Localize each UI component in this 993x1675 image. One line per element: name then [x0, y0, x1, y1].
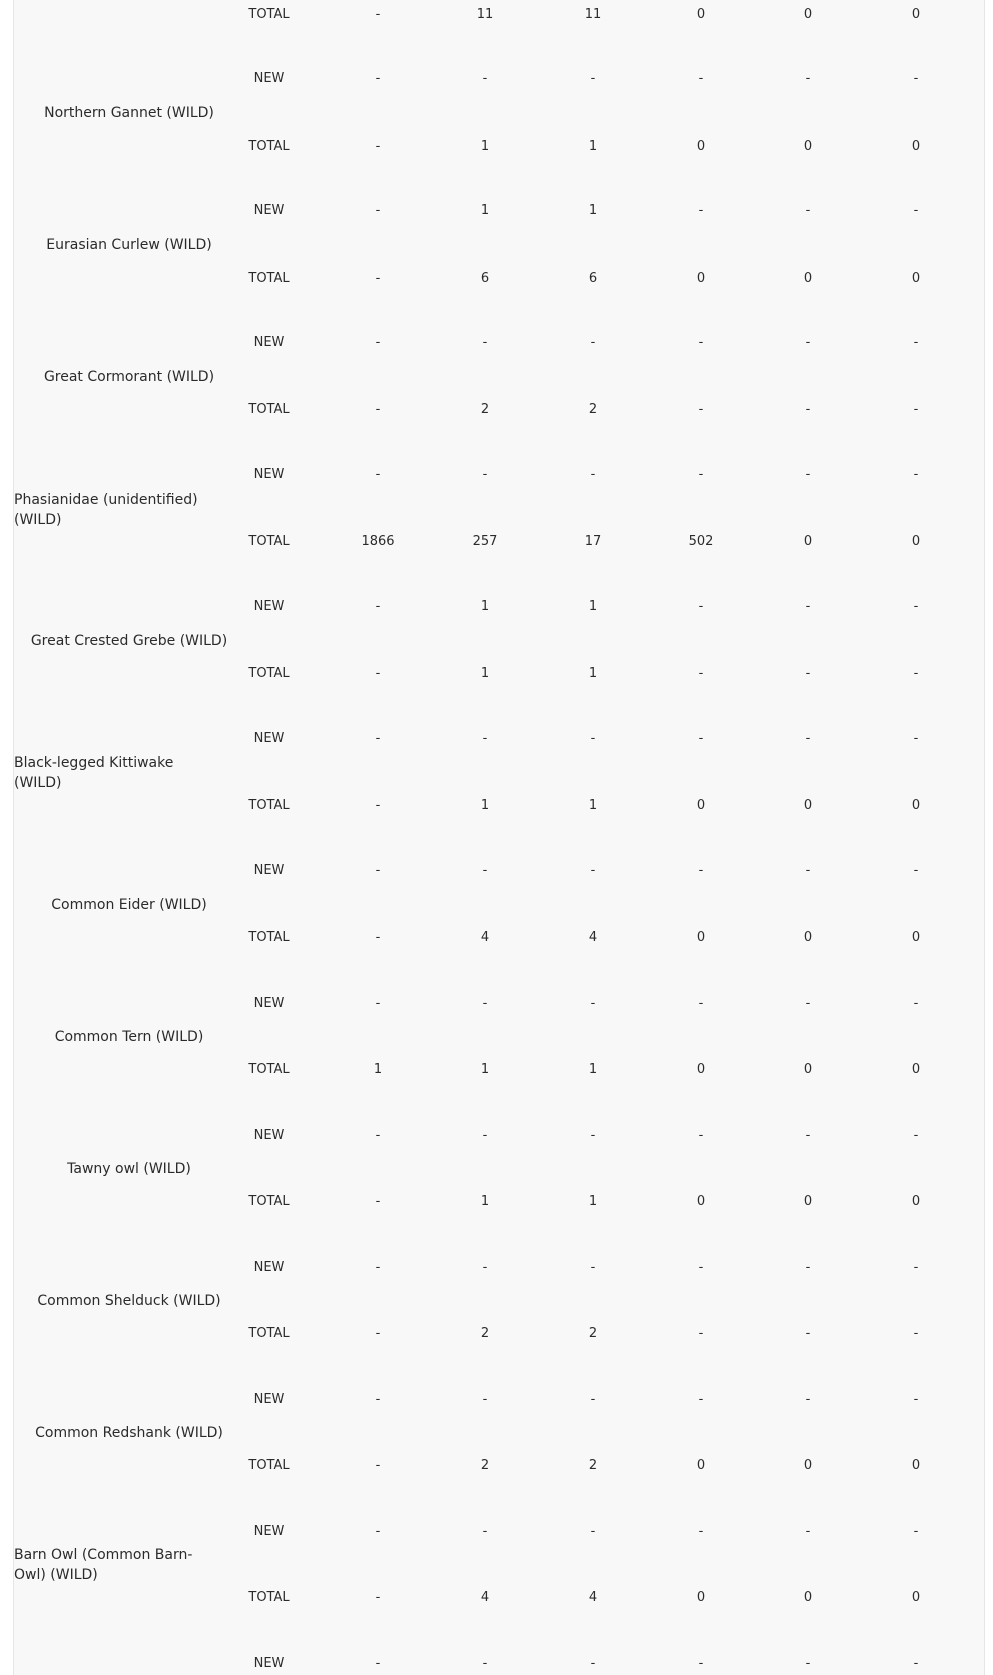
species-name: Common Eider (WILD): [51, 897, 207, 913]
total-row-value-3: 1: [588, 798, 598, 813]
new-row-value-6: -: [913, 467, 919, 482]
total-row-label: TOTAL: [248, 7, 290, 22]
total-row-value-2: 1: [480, 798, 490, 813]
new-row-value-6: -: [913, 71, 919, 86]
new-row-value-2: -: [482, 335, 488, 350]
total-row-value-3: 1: [588, 666, 598, 681]
total-row: [14, 137, 984, 157]
total-row-value-4: 0: [696, 139, 706, 154]
total-row-value-2: 2: [480, 1458, 490, 1473]
total-row-value-2: 257: [472, 534, 498, 549]
total-row-value-5: -: [805, 402, 811, 417]
total-row-value-6: 0: [911, 1458, 921, 1473]
new-row-value-6: -: [913, 731, 919, 746]
total-row-value-3: 2: [588, 402, 598, 417]
new-row-label: NEW: [253, 1260, 285, 1275]
new-row-value-1: -: [375, 1392, 381, 1407]
new-row: [14, 1522, 984, 1542]
new-row-value-1: -: [375, 863, 381, 878]
total-row-value-1: -: [375, 930, 381, 945]
total-row-value-4: 502: [688, 534, 714, 549]
total-row-value-6: 0: [911, 1062, 921, 1077]
new-row-value-6: -: [913, 1260, 919, 1275]
total-row-value-1: -: [375, 666, 381, 681]
total-row-value-3: 2: [588, 1458, 598, 1473]
total-row-value-1: -: [375, 7, 381, 22]
total-row-value-4: 0: [696, 1458, 706, 1473]
new-row-value-2: -: [482, 1128, 488, 1143]
total-row: [14, 1060, 984, 1080]
total-row-value-2: 1: [480, 666, 490, 681]
total-row-value-4: 0: [696, 7, 706, 22]
total-row-value-5: 0: [803, 1062, 813, 1077]
new-row-label: NEW: [253, 203, 285, 218]
total-row-value-4: 0: [696, 1590, 706, 1605]
new-row-value-2: 1: [480, 599, 490, 614]
total-row-value-5: -: [805, 666, 811, 681]
total-row-label: TOTAL: [248, 1062, 290, 1077]
new-row-value-4: -: [698, 599, 704, 614]
new-row: [14, 729, 984, 749]
total-row-value-6: 0: [911, 798, 921, 813]
total-row: [14, 532, 984, 552]
total-row-value-6: 0: [911, 930, 921, 945]
species-name: Common Shelduck (WILD): [37, 1293, 221, 1309]
total-row-value-2: 4: [480, 930, 490, 945]
total-row-label: TOTAL: [248, 271, 290, 286]
total-row-value-6: 0: [911, 7, 921, 22]
new-row-value-6: -: [913, 203, 919, 218]
total-row-value-1: -: [375, 1458, 381, 1473]
new-row-label: NEW: [253, 71, 285, 86]
species-name: Great Crested Grebe (WILD): [30, 633, 228, 649]
new-row-value-4: -: [698, 731, 704, 746]
total-row: [14, 928, 984, 948]
total-row-value-3: 11: [584, 7, 602, 22]
new-row-label: NEW: [253, 1524, 285, 1539]
new-row-value-5: -: [805, 203, 811, 218]
new-row: [14, 861, 984, 881]
total-row-value-2: 2: [480, 1326, 490, 1341]
new-row: [14, 1258, 984, 1278]
new-row-label: NEW: [253, 467, 285, 482]
new-row-value-2: -: [482, 863, 488, 878]
new-row-value-5: -: [805, 863, 811, 878]
new-row-value-1: -: [375, 203, 381, 218]
new-row-value-3: -: [590, 1392, 596, 1407]
total-row-value-5: 0: [803, 271, 813, 286]
species-report-panel: [13, 0, 985, 1675]
total-row-value-1: -: [375, 1194, 381, 1209]
total-row-value-6: 0: [911, 534, 921, 549]
total-row-value-1: 1: [373, 1062, 383, 1077]
total-row-label: TOTAL: [248, 1590, 290, 1605]
new-row-value-6: -: [913, 863, 919, 878]
total-row-value-3: 1: [588, 139, 598, 154]
new-row-value-4: -: [698, 335, 704, 350]
new-row-value-2: -: [482, 996, 488, 1011]
total-row-value-4: 0: [696, 1194, 706, 1209]
total-row-label: TOTAL: [248, 139, 290, 154]
new-row-value-3: 1: [588, 599, 598, 614]
total-row-value-5: 0: [803, 139, 813, 154]
total-row: [14, 796, 984, 816]
new-row-value-3: -: [590, 731, 596, 746]
total-row-value-6: 0: [911, 1194, 921, 1209]
new-row-value-4: -: [698, 1656, 704, 1671]
new-row-value-4: -: [698, 1524, 704, 1539]
total-row-label: TOTAL: [248, 1194, 290, 1209]
new-row-value-1: -: [375, 1656, 381, 1671]
new-row-value-6: -: [913, 996, 919, 1011]
new-row: [14, 1390, 984, 1410]
total-row: [14, 400, 984, 420]
new-row-value-3: 1: [588, 203, 598, 218]
new-row-value-5: -: [805, 731, 811, 746]
new-row-value-5: -: [805, 335, 811, 350]
new-row: [14, 597, 984, 617]
total-row-value-6: 0: [911, 271, 921, 286]
total-row-value-5: 0: [803, 930, 813, 945]
total-row-label: TOTAL: [248, 402, 290, 417]
new-row-value-6: -: [913, 1392, 919, 1407]
new-row-value-6: -: [913, 1128, 919, 1143]
new-row-label: NEW: [253, 599, 285, 614]
new-row-value-5: -: [805, 71, 811, 86]
new-row-value-2: -: [482, 71, 488, 86]
new-row-value-3: -: [590, 1260, 596, 1275]
total-row: [14, 1192, 984, 1212]
total-row-label: TOTAL: [248, 930, 290, 945]
new-row-value-3: -: [590, 1524, 596, 1539]
new-row-value-3: -: [590, 996, 596, 1011]
new-row-label: NEW: [253, 731, 285, 746]
total-row-value-6: -: [913, 666, 919, 681]
total-row-value-1: -: [375, 798, 381, 813]
new-row-value-6: -: [913, 335, 919, 350]
total-row-value-1: -: [375, 1590, 381, 1605]
new-row-value-6: -: [913, 599, 919, 614]
total-row-value-3: 2: [588, 1326, 598, 1341]
new-row-value-1: -: [375, 599, 381, 614]
total-row: [14, 1456, 984, 1476]
species-name: Barn Owl (Common Barn-Owl) (WILD): [14, 1547, 193, 1583]
species-name: Phasianidae (unidentified) (WILD): [14, 492, 198, 528]
new-row-value-4: -: [698, 467, 704, 482]
species-name: Northern Gannet (WILD): [44, 105, 214, 121]
total-row: [14, 5, 984, 25]
total-row-value-2: 1: [480, 139, 490, 154]
new-row-value-5: -: [805, 1524, 811, 1539]
total-row-value-6: 0: [911, 1590, 921, 1605]
total-row-value-1: 1866: [361, 534, 395, 549]
new-row: [14, 1654, 984, 1674]
new-row-label: NEW: [253, 1128, 285, 1143]
new-row-value-1: -: [375, 467, 381, 482]
total-row: [14, 664, 984, 684]
total-row-value-5: 0: [803, 7, 813, 22]
new-row-value-3: -: [590, 863, 596, 878]
new-row-value-5: -: [805, 1128, 811, 1143]
new-row-value-2: -: [482, 1392, 488, 1407]
new-row-value-4: -: [698, 863, 704, 878]
total-row-value-4: 0: [696, 1062, 706, 1077]
new-row-value-5: -: [805, 1392, 811, 1407]
new-row-value-2: -: [482, 1260, 488, 1275]
total-row-value-2: 11: [476, 7, 494, 22]
new-row-value-1: -: [375, 1260, 381, 1275]
total-row-value-4: 0: [696, 798, 706, 813]
species-name: Great Cormorant (WILD): [43, 369, 215, 385]
total-row-value-2: 4: [480, 1590, 490, 1605]
total-row: [14, 1324, 984, 1344]
new-row-label: NEW: [253, 335, 285, 350]
total-row-value-4: -: [698, 402, 704, 417]
new-row-value-1: -: [375, 335, 381, 350]
total-row: [14, 1588, 984, 1608]
total-row-value-3: 1: [588, 1062, 598, 1077]
total-row-label: TOTAL: [248, 1458, 290, 1473]
new-row-value-2: -: [482, 1656, 488, 1671]
new-row-value-4: -: [698, 1260, 704, 1275]
new-row-value-3: -: [590, 467, 596, 482]
total-row-value-6: -: [913, 402, 919, 417]
new-row: [14, 994, 984, 1014]
new-row-value-2: -: [482, 467, 488, 482]
new-row: [14, 1126, 984, 1146]
total-row-value-2: 6: [480, 271, 490, 286]
total-row-value-6: -: [913, 1326, 919, 1341]
species-name: Common Redshank (WILD): [35, 1425, 223, 1441]
new-row-value-4: -: [698, 996, 704, 1011]
new-row-value-3: -: [590, 71, 596, 86]
total-row-value-2: 1: [480, 1062, 490, 1077]
total-row-value-1: -: [375, 271, 381, 286]
total-row-value-1: -: [375, 139, 381, 154]
total-row-value-3: 4: [588, 930, 598, 945]
new-row-value-1: -: [375, 731, 381, 746]
total-row-value-1: -: [375, 402, 381, 417]
new-row-value-1: -: [375, 1128, 381, 1143]
new-row-value-4: -: [698, 203, 704, 218]
new-row: [14, 465, 984, 485]
total-row-value-2: 2: [480, 402, 490, 417]
total-row-value-5: 0: [803, 1194, 813, 1209]
new-row-value-3: -: [590, 335, 596, 350]
total-row-value-4: -: [698, 666, 704, 681]
new-row: [14, 69, 984, 89]
new-row-value-6: -: [913, 1656, 919, 1671]
new-row-label: NEW: [253, 1656, 285, 1671]
total-row-value-3: 6: [588, 271, 598, 286]
new-row-value-1: -: [375, 1524, 381, 1539]
new-row-label: NEW: [253, 863, 285, 878]
total-row-value-2: 1: [480, 1194, 490, 1209]
total-row-value-5: 0: [803, 534, 813, 549]
new-row-label: NEW: [253, 1392, 285, 1407]
total-row-value-4: -: [698, 1326, 704, 1341]
new-row-value-5: -: [805, 996, 811, 1011]
new-row-value-5: -: [805, 467, 811, 482]
total-row-value-4: 0: [696, 930, 706, 945]
total-row-label: TOTAL: [248, 666, 290, 681]
species-name: Black-legged Kittiwake (WILD): [14, 755, 174, 791]
new-row-value-4: -: [698, 1128, 704, 1143]
total-row-label: TOTAL: [248, 534, 290, 549]
total-row-label: TOTAL: [248, 798, 290, 813]
total-row-value-3: 1: [588, 1194, 598, 1209]
total-row-value-5: 0: [803, 798, 813, 813]
new-row-value-2: -: [482, 1524, 488, 1539]
new-row-value-2: 1: [480, 203, 490, 218]
species-name: Common Tern (WILD): [54, 1029, 204, 1045]
total-row-value-3: 17: [584, 534, 602, 549]
new-row-value-5: -: [805, 599, 811, 614]
total-row-value-6: 0: [911, 139, 921, 154]
new-row-value-1: -: [375, 996, 381, 1011]
new-row: [14, 333, 984, 353]
new-row-value-3: -: [590, 1128, 596, 1143]
new-row-value-1: -: [375, 71, 381, 86]
new-row-value-5: -: [805, 1656, 811, 1671]
total-row: [14, 269, 984, 289]
total-row-value-4: 0: [696, 271, 706, 286]
new-row-value-6: -: [913, 1524, 919, 1539]
new-row-value-2: -: [482, 731, 488, 746]
total-row-label: TOTAL: [248, 1326, 290, 1341]
total-row-value-3: 4: [588, 1590, 598, 1605]
total-row-value-5: 0: [803, 1458, 813, 1473]
new-row-value-4: -: [698, 1392, 704, 1407]
new-row-value-5: -: [805, 1260, 811, 1275]
species-name: Tawny owl (WILD): [67, 1161, 191, 1177]
total-row-value-5: 0: [803, 1590, 813, 1605]
new-row-value-3: -: [590, 1656, 596, 1671]
total-row-value-1: -: [375, 1326, 381, 1341]
new-row: [14, 201, 984, 221]
new-row-value-4: -: [698, 71, 704, 86]
new-row-label: NEW: [253, 996, 285, 1011]
species-name: Eurasian Curlew (WILD): [46, 237, 212, 253]
total-row-value-5: -: [805, 1326, 811, 1341]
